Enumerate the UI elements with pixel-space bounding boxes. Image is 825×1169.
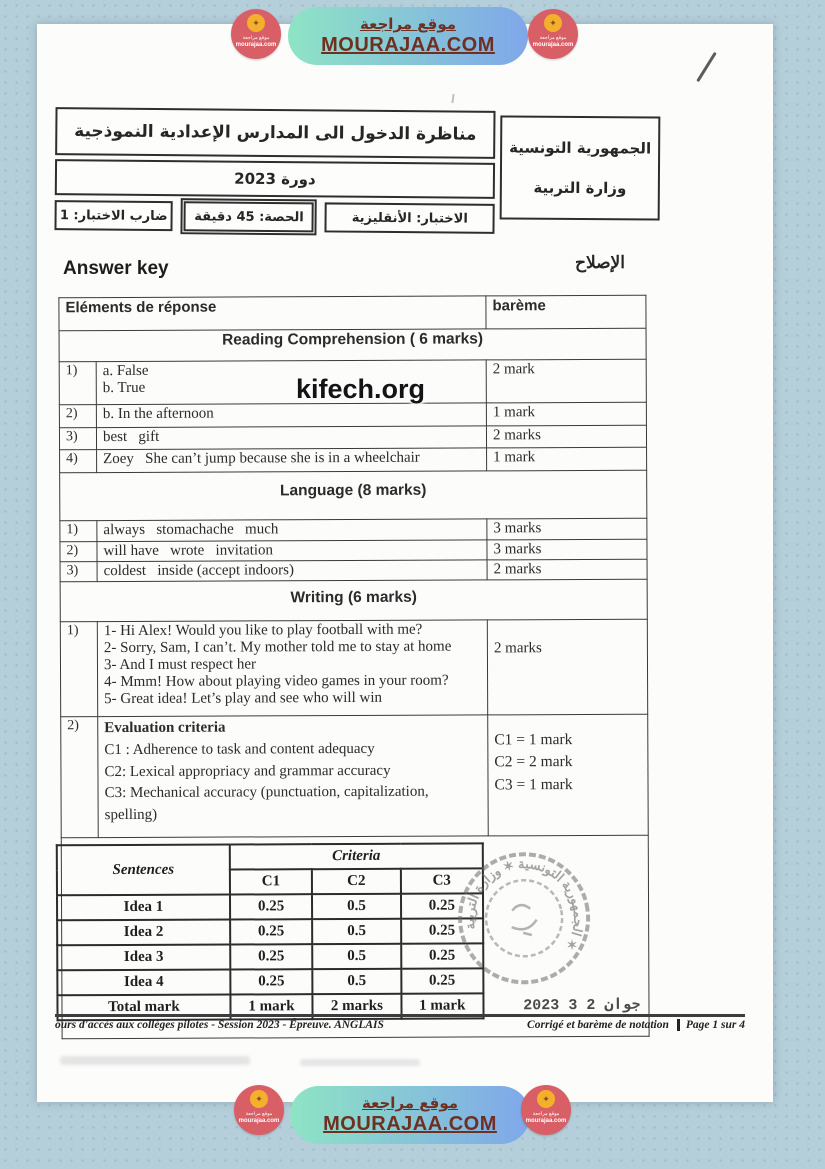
table-row	[61, 835, 649, 1039]
table-row	[60, 518, 647, 542]
criteria-line: C3: Mechanical accuracy (punctuation, capitalization,	[104, 783, 429, 802]
logo-text-domain: mourajaa.com	[235, 42, 277, 48]
table-row	[57, 918, 483, 945]
ministry-header-box	[500, 115, 661, 220]
total-c1: 1 mark	[230, 994, 312, 1019]
site-title-arabic[interactable]: موقع مراجعة	[361, 1094, 459, 1113]
criteria-title: Evaluation criteria	[104, 719, 226, 737]
mark-value: 2 marks	[487, 559, 647, 580]
footer-exam-info: ours d'accès aux collèges pilotes - Session 2023 - Épreuve. ANGLAIS	[55, 1019, 384, 1031]
site-banner-bottom[interactable]	[290, 1086, 530, 1144]
dialogue-line: 1- Hi Alex! Would you like to play football with me?	[103, 621, 423, 640]
section-writing: Writing (6 marks)	[60, 579, 647, 622]
site-domain-link[interactable]: MOURAJAA.COM	[321, 33, 495, 56]
republic-label: الجمهورية التونسية	[509, 138, 652, 158]
stamp-date: 2023 جوان 2 3	[523, 996, 641, 1015]
row-number: 3)	[59, 428, 96, 450]
logo-text-arabic: موقع مراجعة	[532, 1111, 560, 1117]
table-row	[61, 714, 649, 838]
col-sentences: Sentences	[57, 845, 230, 896]
idea-c1: 0.25	[230, 944, 312, 969]
idea-c2: 0.5	[312, 944, 400, 969]
ministry-stamp	[434, 828, 615, 1009]
col-criteria: Criteria	[230, 843, 483, 869]
criteria-mark: C3 = 1 mark	[494, 775, 573, 794]
idea-label: Idea 3	[57, 945, 230, 971]
footer-doc-type: Corrigé et barème de notation	[527, 1019, 669, 1031]
table-row	[59, 425, 646, 450]
mark-value: 2 mark	[486, 359, 646, 403]
table-row	[60, 559, 647, 582]
table-row	[57, 968, 483, 995]
row-number: 4)	[60, 450, 97, 473]
total-c3: 1 mark	[401, 993, 484, 1018]
idea-c2: 0.5	[313, 969, 401, 994]
idea-label: Idea 2	[57, 920, 230, 946]
answer-text: b. True	[102, 379, 146, 397]
exam-session: دورة 2023	[55, 159, 495, 199]
table-row	[60, 619, 647, 717]
book-icon: ✦	[250, 1090, 268, 1108]
idea-label: Idea 1	[57, 895, 230, 921]
site-banner-top[interactable]	[288, 7, 528, 65]
answer-key-title: Answer key	[63, 258, 169, 279]
exam-title: مناظرة الدخول الى المدارس الإعدادية النموذجية	[55, 107, 495, 159]
answer-text: will have wrote invitation	[103, 542, 274, 560]
criteria-mark: C1 = 1 mark	[494, 731, 573, 749]
section-reading: Reading Comprehension ( 6 marks)	[59, 328, 646, 362]
row-number: 1)	[59, 362, 96, 405]
site-domain-link[interactable]: MOURAJAA.COM	[323, 1112, 497, 1135]
idea-c3: 0.25	[401, 918, 484, 943]
idea-c3: 0.25	[401, 893, 484, 918]
answer-text: b. In the afternoon	[102, 405, 214, 423]
site-logo-top-left	[231, 9, 281, 59]
idea-label: Idea 4	[57, 970, 230, 996]
criteria-mark: C2 = 2 mark	[494, 753, 573, 771]
answer-key-table	[58, 295, 649, 1040]
table-header-row	[59, 295, 646, 331]
dialogue-line: 4- Mmm! How about playing video games in your room?	[104, 672, 449, 691]
idea-c2: 0.5	[312, 919, 400, 944]
row-number: 3)	[60, 562, 97, 582]
exam-duration: الحصة: 45 دقيقة	[184, 201, 314, 232]
mark-value: 3 marks	[487, 539, 647, 560]
site-logo-top-right	[528, 9, 578, 59]
column-bareme: barème	[486, 295, 646, 329]
row-number: 1)	[60, 622, 97, 717]
answer-text: a. False	[102, 362, 149, 380]
exam-coefficient: ضارب الاختبار: 1	[54, 200, 173, 231]
table-row	[59, 402, 646, 428]
exam-meta-row	[54, 200, 494, 234]
column-elements-de-reponse: Eléments de réponse	[59, 296, 486, 331]
idea-c1: 0.25	[230, 969, 312, 994]
total-label: Total mark	[57, 995, 230, 1021]
mark-value: 2 marks	[487, 619, 647, 715]
mark-value: 2 marks	[486, 425, 646, 448]
scan-smudge	[60, 1056, 250, 1065]
table-row	[60, 447, 647, 473]
book-icon: ✦	[537, 1090, 555, 1108]
logo-text-arabic: موقع مراجعة	[539, 35, 567, 41]
logo-text-domain: mourajaa.com	[238, 1118, 280, 1124]
idea-c1: 0.25	[230, 894, 312, 919]
row-number: 2)	[60, 542, 97, 562]
logo-text-domain: mourajaa.com	[525, 1118, 567, 1124]
row-number: 2)	[61, 717, 99, 838]
table-row	[60, 539, 647, 562]
col-c1: C1	[230, 869, 312, 894]
exam-header-table	[54, 107, 495, 234]
idea-c1: 0.25	[230, 919, 312, 944]
answer-text: always stomachache much	[103, 521, 279, 539]
idea-c2: 0.5	[312, 894, 400, 919]
scan-smudge	[300, 1059, 420, 1066]
mark-value: 3 marks	[487, 518, 647, 540]
criteria-line: C1 : Adherence to task and content adequacy	[104, 740, 375, 758]
logo-text-arabic: موقع مراجعة	[242, 35, 270, 41]
site-title-arabic[interactable]: موقع مراجعة	[359, 15, 457, 34]
idea-c3: 0.25	[401, 968, 484, 993]
criteria-marks-table	[56, 842, 485, 1021]
dialogue-line: 5- Great idea! Let’s play and see who will win	[104, 689, 383, 708]
logo-text-arabic: موقع مراجعة	[245, 1111, 273, 1117]
ministry-label: وزارة التربية	[533, 178, 627, 197]
svg-text:الجمهورية التونسية ✶ وزارة الت: الجمهورية التونسية ✶ وزارة التربية ✶	[462, 856, 587, 953]
col-c3: C3	[400, 868, 483, 893]
book-icon: ✦	[544, 14, 562, 32]
site-logo-bottom-left	[234, 1085, 284, 1135]
footer-page-number: Page 1 sur 4	[677, 1019, 745, 1031]
col-c2: C2	[312, 869, 400, 894]
book-icon: ✦	[247, 14, 265, 32]
criteria-line: C2: Lexical appropriacy and grammar accuracy	[104, 762, 391, 780]
section-language: Language (8 marks)	[60, 470, 647, 521]
table-row	[57, 943, 483, 970]
row-number: 2)	[59, 405, 96, 428]
mark-value: 1 mark	[486, 402, 646, 426]
site-logo-bottom-right	[521, 1085, 571, 1135]
row-number: 1)	[60, 521, 97, 542]
dialogue-line: 2- Sorry, Sam, I can’t. My mother told me to stay at home	[103, 638, 452, 657]
kifech-watermark: kifech.org	[296, 374, 426, 404]
dialogue-line: 3- And I must respect her	[103, 656, 257, 674]
document-footer	[55, 1014, 745, 1031]
correction-label-arabic: الإصلاح	[575, 253, 625, 272]
criteria-line: spelling)	[104, 806, 158, 824]
exam-subject: الاختبار: الأنقليزية	[325, 202, 495, 233]
mark-value: 1 mark	[487, 447, 647, 471]
table-row	[57, 893, 483, 920]
idea-c3: 0.25	[401, 943, 484, 968]
total-c2: 2 marks	[313, 994, 401, 1019]
answer-text: best gift	[102, 428, 160, 446]
logo-text-domain: mourajaa.com	[532, 42, 574, 48]
answer-text: coldest inside (accept indoors)	[103, 562, 294, 580]
answer-text: Zoey She can’t jump because she is in a wheelchair	[103, 449, 420, 468]
